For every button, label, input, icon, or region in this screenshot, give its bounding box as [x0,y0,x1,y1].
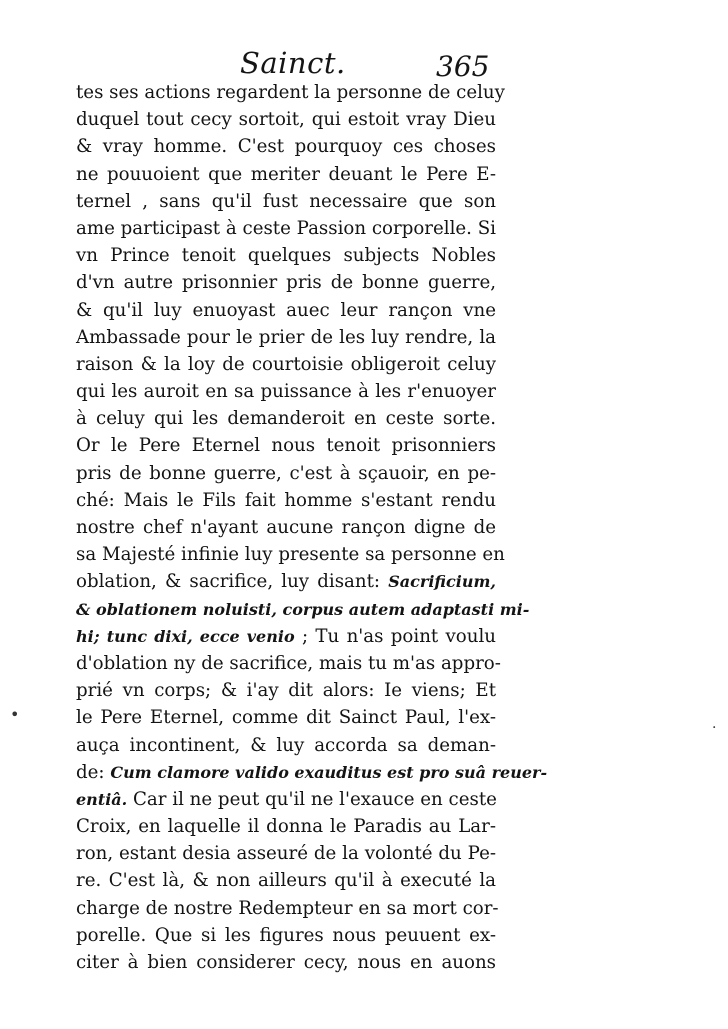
latin-quotation: hi; tunc dixi, ecce venio [76,626,295,646]
text-line [76,351,496,378]
latin-quotation: entiâ. [76,789,128,809]
text-line [76,242,496,269]
line-text: ne pouuoient que meriter deuant le Pere E- [76,163,496,185]
text-line [76,922,496,949]
line-text: sa Majesté infinie luy presente sa personne en [76,544,505,566]
page-number: 365 [436,50,490,83]
latin-quotation: Sacrificium, [388,572,496,592]
line-text: prié vn corps; & i'ay dit alors: Ie viens; Et [76,680,496,702]
text-line [76,460,496,487]
line-text: d'oblation ny de sacrifice, mais tu m'as appro- [76,652,501,674]
line-text: Car il ne peut qu'il ne l'exauce en ceste [133,788,497,810]
text-line [76,732,496,759]
latin-quotation: & oblationem noluisti, corpus autem adaptasti mi- [76,599,530,619]
line-text: à celuy qui les demanderoit en ceste sorte. [76,408,496,430]
text-line [76,106,496,133]
line-text: ; Tu n'as point voulu [301,625,497,647]
line-text: oblation, & sacrifice, luy disant: [76,571,381,593]
text-line [76,813,496,840]
text-line [76,568,496,595]
text-line [76,79,505,106]
line-text: charge de nostre Redempteur en sa mort cor- [76,897,499,919]
text-line [76,161,496,188]
body-text [76,79,548,976]
line-text: pris de bonne guerre, c'est à sçauoir, en pe- [76,462,496,484]
text-line [76,188,496,215]
text-line [76,895,499,922]
line-text: vn Prince tenoit quelques subjects Nobles [76,245,496,267]
line-text: ternel , sans qu'il fust necessaire que son [76,190,496,212]
text-line [76,623,496,650]
line-text: le Pere Eternel, comme dit Sainct Paul, l'ex- [76,707,496,729]
text-line [76,324,496,351]
line-text: raison & la loy de courtoisie obligeroit celuy [76,353,496,375]
text-line [76,487,496,514]
text-line [76,704,496,731]
line-text: de: [76,761,105,783]
text-line [76,650,501,677]
text-line [76,432,496,459]
text-line [76,759,548,786]
running-title: Sainct. [240,46,346,80]
margin-dot-right: · [712,720,717,736]
line-text: tes ses actions regardent la personne de celuy [76,82,505,103]
text-line [76,514,496,541]
text-line [76,405,496,432]
line-text: ron, estant desia asseuré de la volonté du Pe- [76,843,496,865]
text-line [76,596,530,623]
line-text: Croix, en laquelle il donna le Paradis au Lar- [76,816,496,838]
text-line [76,786,496,813]
line-text: & qu'il luy enuoyast auec leur rançon vne [76,299,496,321]
line-text: ché: Mais le Fils fait homme s'estant rendu [76,489,496,511]
latin-quotation: Cum clamore valido exauditus est pro suâ reuer- [110,762,548,782]
line-text: qui les auroit en sa puissance à les r'enuoyer [76,381,496,403]
line-text: & vray homme. C'est pourquoy ces choses [76,136,496,158]
margin-dot-left: • [10,705,20,724]
text-line [76,677,496,704]
text-line [76,840,496,867]
text-line [76,215,496,242]
line-text: d'vn autre prisonnier pris de bonne guerre, [76,272,496,294]
line-text: re. C'est là, & non ailleurs qu'il à executé la [76,870,496,892]
line-text: Ambassade pour le prier de les luy rendre, la [76,326,496,348]
line-text: Or le Pere Eternel nous tenoit prisonniers [76,435,496,457]
line-text: porelle. Que si les figures nous peuuent ex- [76,924,496,946]
text-line [76,541,505,568]
text-line [76,297,496,324]
text-line [76,867,496,894]
line-text: citer à bien considerer cecy, nous en auons [76,952,496,973]
text-line [76,949,496,976]
line-text: ame participast à ceste Passion corporelle. Si [76,217,496,239]
text-line [76,133,496,160]
text-line [76,378,496,405]
line-text: nostre chef n'ayant aucune rançon digne de [76,517,496,538]
line-text: auça incontinent, & luy accorda sa deman- [76,734,496,756]
line-text: duquel tout cecy sortoit, qui estoit vray Dieu [76,109,496,131]
text-line [76,269,496,296]
